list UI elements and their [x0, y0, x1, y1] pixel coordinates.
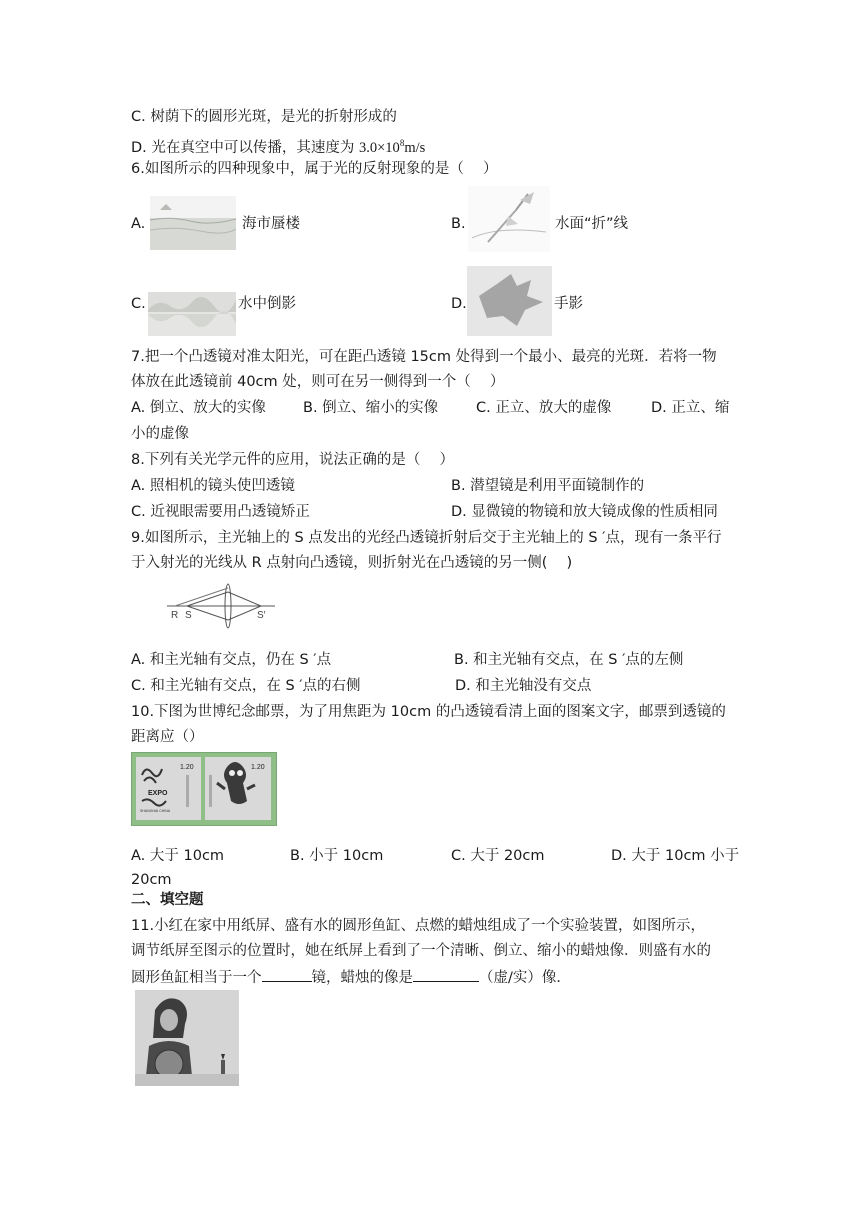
- answer-blank-1[interactable]: [262, 967, 312, 982]
- stamp-left: [136, 757, 201, 820]
- lens-diagram: [165, 582, 277, 632]
- point-s-label: S: [185, 610, 192, 621]
- q10-option-d-continued: 20cm: [131, 872, 172, 888]
- expo-stamps-image: [131, 752, 277, 826]
- reflection-image: [148, 292, 236, 336]
- q8-stem: 8.下列有关光学元件的应用，说法正确的是（ ）: [131, 452, 454, 468]
- q10-option-b: B. 小于 10cm: [290, 848, 384, 864]
- answer-blank-2[interactable]: [413, 967, 479, 982]
- q6-option-d-caption: 手影: [554, 296, 583, 312]
- q9-stem-line-1: 9.如图所示，主光轴上的 S 点发出的光经凸透镜折射后交于主光轴上的 S ′点，现有一条平行: [131, 530, 722, 546]
- q7-option-d: D. 正立、缩: [651, 400, 730, 416]
- q8-option-d: D. 显微镜的物镜和放大镜成像的性质相同: [451, 504, 718, 520]
- q5-option-d: [131, 133, 425, 158]
- q5-option-c: C. 树荫下的圆形光斑，是光的折射形成的: [131, 109, 397, 125]
- q5-option-d-text: D. 光在真空中可以传播，其速度为: [131, 139, 359, 156]
- q10-stem-line-1: 10.下图为世博纪念邮票，为了用焦距为 10cm 的凸透镜看清上面的图案文字，邮票到透镜的: [131, 704, 726, 720]
- stamp-left-value: 1.20: [180, 764, 194, 771]
- q10-option-c: C. 大于 20cm: [451, 848, 545, 864]
- q5-speed-value: 3.0×10: [359, 139, 400, 156]
- stamp-right: [205, 757, 271, 820]
- q9-option-c: C. 和主光轴有交点，在 S ′点的右侧: [131, 678, 361, 694]
- q8-option-c: C. 近视眼需要用凸透镜矫正: [131, 504, 310, 520]
- q8-option-a: A. 照相机的镜头使凹透镜: [131, 478, 295, 494]
- q8-option-b: B. 潜望镜是利用平面镜制作的: [451, 478, 645, 494]
- lens-diagram-svg: [165, 582, 277, 632]
- q6-option-a-letter: A.: [131, 216, 146, 232]
- hand-shadow-illustration: [467, 266, 552, 336]
- q7-option-c: C. 正立、放大的虚像: [476, 400, 612, 416]
- q9-option-a: A. 和主光轴有交点，仍在 S ′点: [131, 652, 332, 668]
- q11-text-part-1: 圆形鱼缸相当于一个: [131, 970, 262, 986]
- section-title: 二、填空题: [131, 892, 204, 908]
- q5-speed-unit: m/s: [404, 139, 426, 156]
- q11-stem-line-3: [131, 967, 571, 988]
- stamp-city-text: SHANGHAI CHINA: [140, 809, 171, 813]
- q5-speed-exponent: 8: [399, 138, 405, 148]
- q9-option-d: D. 和主光轴没有交点: [455, 678, 592, 694]
- stamp-expo-text: EXPO: [148, 790, 168, 797]
- q7-option-a: A. 倒立、放大的实像: [131, 400, 266, 416]
- fishbowl-experiment-illustration: [135, 990, 239, 1086]
- q7-option-b: B. 倒立、缩小的实像: [303, 400, 439, 416]
- point-r-label: R: [171, 610, 179, 621]
- mirage-image: [150, 196, 236, 250]
- q6-option-b-letter: B.: [451, 216, 466, 232]
- q11-stem-line-2: 调节纸屏至图示的位置时，她在纸屏上看到了一个清晰、倒立、缩小的蜡烛像．则盛有水的: [131, 943, 711, 959]
- fishbowl-experiment-image: [135, 990, 239, 1086]
- q9-option-b: B. 和主光轴有交点，在 S ′点的左侧: [454, 652, 684, 668]
- haibao-mascot-icon: [205, 757, 271, 820]
- mirage-illustration: [150, 196, 236, 250]
- stamp-right-value: 1.20: [251, 764, 265, 771]
- q10-option-a: A. 大于 10cm: [131, 848, 225, 864]
- q7-stem-line-2: 体放在此透镜前 40cm 处，则可在另一侧得到一个（ ）: [131, 374, 505, 390]
- q9-stem-line-2: 于入射光的光线从 R 点射向凸透镜，则折射光在凸透镜的另一侧( ): [131, 555, 573, 571]
- q10-stem-line-2: 距离应（）: [131, 729, 204, 745]
- hand-shadow-image: [467, 266, 552, 336]
- q7-stem-line-1: 7.把一个凸透镜对准太阳光，可在距凸透镜 15cm 处得到一个最小、最亮的光斑．若将一物: [131, 349, 717, 365]
- reflection-illustration: [148, 292, 236, 336]
- expo-logo-icon: [136, 757, 201, 820]
- q6-option-c-letter: C.: [131, 296, 146, 312]
- q11-stem-line-1: 11.小红在家中用纸屏、盛有水的圆形鱼缸、点燃的蜡烛组成了一个实验装置，如图所示，: [131, 918, 706, 934]
- q10-option-d: D. 大于 10cm 小于: [611, 848, 740, 864]
- q6-option-b-caption: 水面“折”线: [555, 216, 629, 232]
- q6-stem: 6.如图所示的四种现象中，属于光的反射现象的是（ ）: [131, 161, 498, 177]
- q6-option-a-caption: 海市蜃楼: [242, 216, 300, 232]
- q7-option-d-continued: 小的虚像: [131, 426, 189, 442]
- bent-pencil-image: [468, 186, 550, 252]
- q11-text-part-3: （虚/实）像．: [479, 970, 571, 986]
- bent-pencil-illustration: [468, 186, 550, 252]
- point-s-prime-label: S′: [257, 610, 266, 621]
- q11-text-part-2: 镜，蜡烛的像是: [311, 970, 413, 986]
- q6-option-c-caption: 水中倒影: [238, 296, 296, 312]
- q6-option-d-letter: D.: [451, 296, 467, 312]
